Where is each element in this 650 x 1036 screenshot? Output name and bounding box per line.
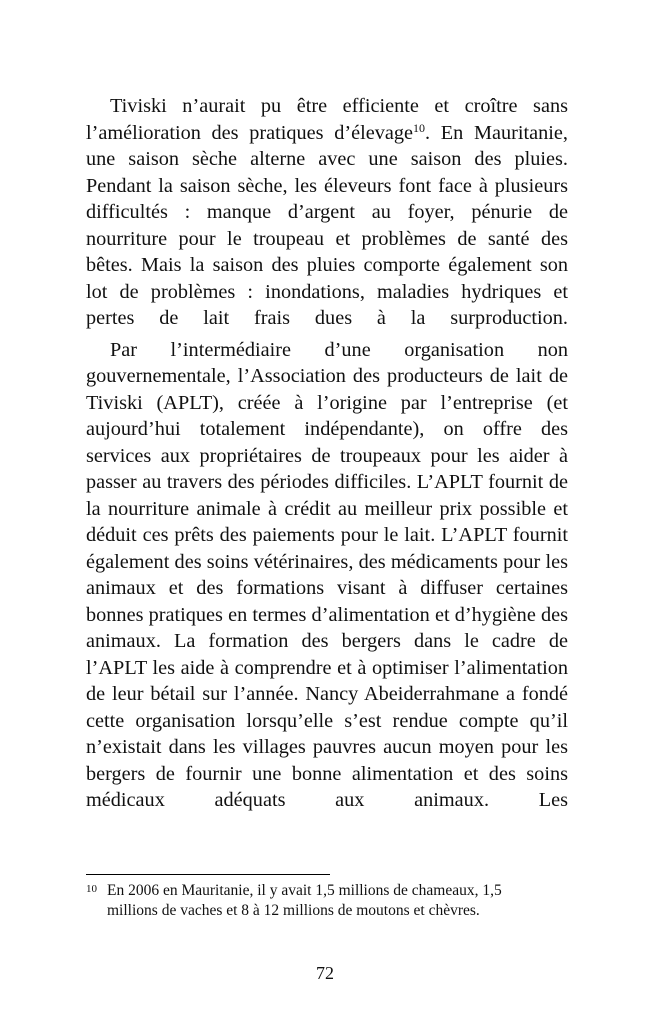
footnote	[86, 881, 556, 921]
body-text	[86, 93, 568, 814]
footnote-number: 10	[86, 883, 97, 895]
page-number: 72	[316, 963, 334, 983]
paragraph-1	[86, 93, 568, 332]
paragraph-1-text-start: Tiviski n’aurait pu être efficiente et croître sans l’amélioration des pratiques d’élevage	[86, 95, 568, 144]
paragraph-1-text-end: . En Mauritanie, une saison sèche alterne avec une saison des pluies. Pendant la saison sèche, les éleveurs font face à plusieurs difficultés : manque d’argent au foyer, pénurie de nourriture pour le troupeau et problèmes de santé des bêtes. Mais la saison des pluies comporte également son lot de problèmes : inondations, maladies hydriques et pertes de lait frais dues à la surproduction.	[86, 121, 568, 329]
footnote-separator	[86, 874, 330, 875]
paragraph-2: Par l’intermédiaire d’une organisation non gouvernementale, l’Association des producteurs de lait de Tiviski (APLT), créée à l’origine par l’entreprise (et aujourd’hui totalement indépendante), on offre des services aux propriétaires de troupeaux pour les aider à passer au travers des périodes difficiles. L’APLT fournit de la nourriture animale à crédit au meilleur prix possible et déduit ces prêts des paiements pour le lait. L’APLT fournit également des soins vétérinaires, des médicaments pour les animaux et des formations visant à diffuser certaines bonnes pratiques en termes d’alimentation et d’hygiène des animaux. La formation des bergers dans le cadre de l’APLT les aide à comprendre et à optimiser l’alimentation de leur bétail sur l’année. Nancy Abeiderrahmane a fondé cette organisation lorsqu’elle s’est rendue compte qu’il n’existait dans les villages pauvres aucun moyen pour les bergers de fournir une bonne alimentation et des soins médicaux adéquats aux animaux. Les	[86, 338, 568, 811]
footnote-reference: 10	[413, 120, 426, 135]
footnote-text: En 2006 en Mauritanie, il y avait 1,5 millions de chameaux, 1,5 millions de vaches et 8 à 12 millions de moutons et chèvres.	[107, 882, 502, 919]
